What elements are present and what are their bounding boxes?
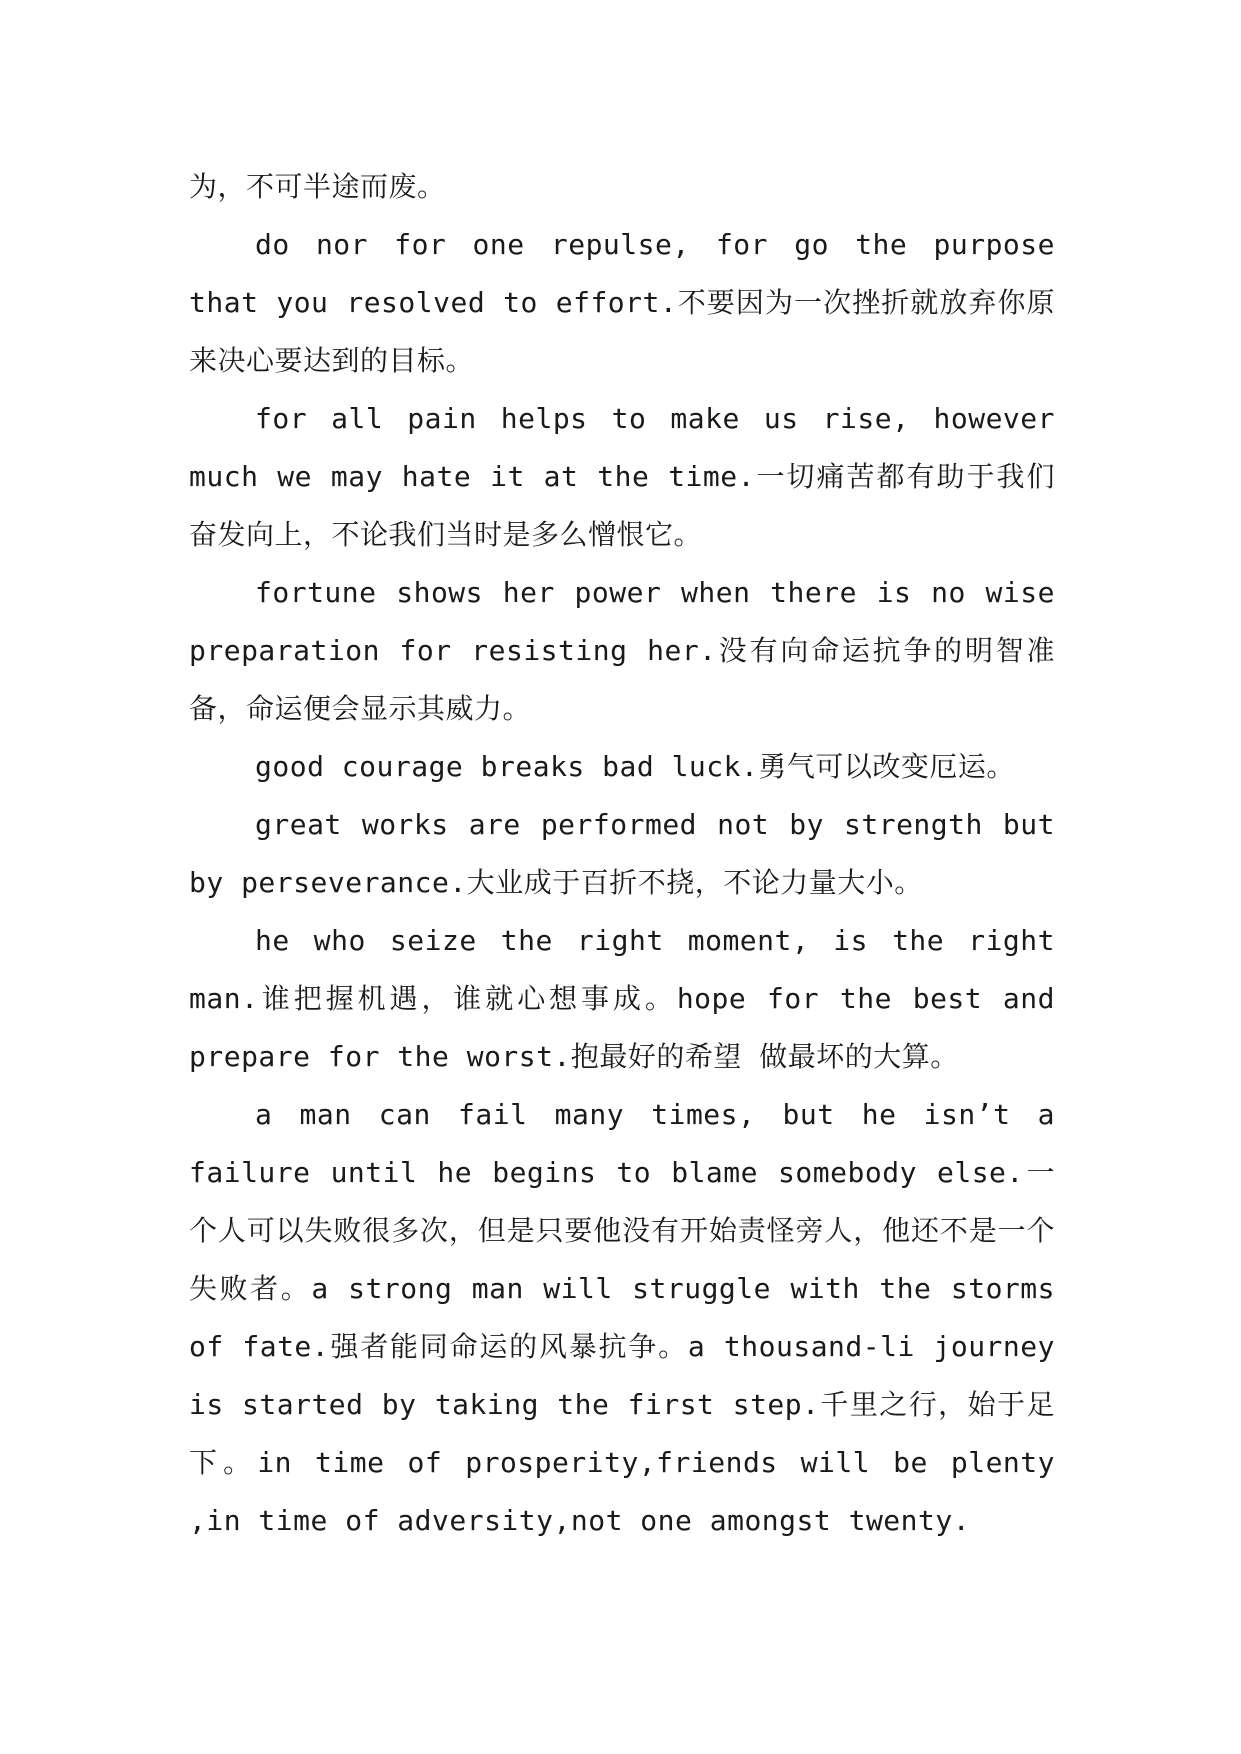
paragraph-fail: a man can fail many times, but he isn’t a failure until he begins to blame somebody else.一个人可以失败很多次，但是只要他没有开始责怪旁人，他还不是一个失败者。a strong man will struggle with the storms of fate.强者能同命运的风暴抗争。a thousand-li journey is started by taking the first step.千里之行，始于足下。in time of prosperity,friends will be plenty ,in time of adversity,not one amongst twenty.: [189, 1098, 1055, 1537]
paragraph-right-moment: he who seize the right moment, is the right man.谁把握机遇，谁就心想事成。hope for the best and prepare for the worst.抱最好的希望 做最坏的大算。: [189, 924, 1055, 1073]
paragraph-continuation: 为，不可半途而废。: [189, 170, 446, 203]
paragraph-great-works: great works are performed not by strength but by perseverance.大业成于百折不挠，不论力量大小。: [189, 808, 1055, 899]
document-page: [189, 158, 1055, 1550]
paragraph-courage: good courage breaks bad luck.勇气可以改变厄运。: [255, 750, 1015, 783]
paragraph-pain: for all pain helps to make us rise, however much we may hate it at the time.一切痛苦都有助于我们奋发向上，不论我们当时是多么憎恨它。: [189, 402, 1055, 551]
paragraph-fortune: fortune shows her power when there is no wise preparation for resisting her.没有向命运抗争的明智准备，命运便会显示其威力。: [189, 576, 1055, 725]
paragraph-repulse: do nor for one repulse, for go the purpose that you resolved to effort.不要因为一次挫折就放弃你原来决心要达到的目标。: [189, 228, 1055, 377]
